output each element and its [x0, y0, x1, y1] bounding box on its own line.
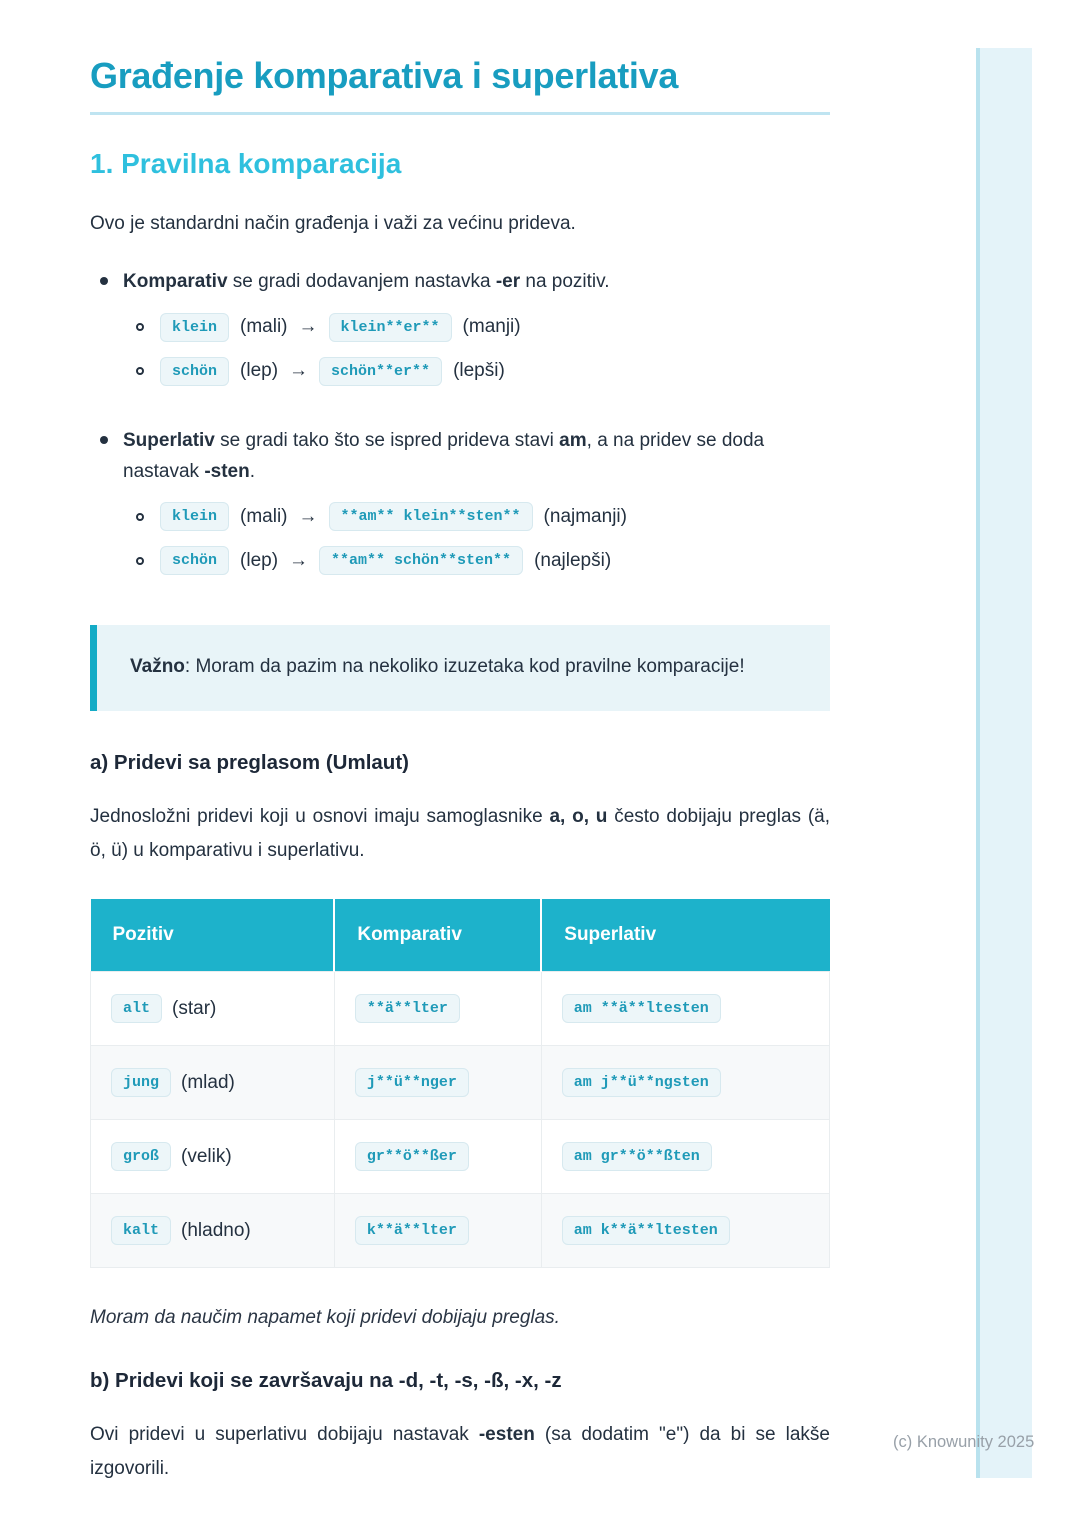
- cell-pozitiv: [91, 1194, 335, 1268]
- example-row-schoen-superlativ: [136, 546, 830, 575]
- gloss-text: (mali): [240, 505, 288, 527]
- gloss-text: (mali): [240, 316, 288, 338]
- section-1-intro: Ovo je standardni način građenja i važi za većinu prideva.: [90, 213, 576, 234]
- cell-superlativ: [541, 1194, 829, 1268]
- example-row-klein-superlativ: [136, 502, 830, 531]
- table-header-row: [91, 899, 830, 972]
- comparison-table: [90, 899, 830, 1268]
- bullet-superlativ-text: [123, 425, 830, 488]
- suffix-sten: -sten: [204, 461, 250, 483]
- text-segment: Jednosložni pridevi koji u osnovi imaju samoglasnike: [90, 805, 550, 827]
- bullet-superlativ-body: [123, 425, 830, 591]
- suffix-esten: -esten: [478, 1424, 535, 1446]
- cell-komparativ: [334, 1046, 541, 1120]
- table-row-alt: [91, 972, 830, 1046]
- example-row-klein-komparativ: [136, 313, 830, 342]
- sub-bullet-circle-icon: [136, 557, 144, 565]
- table-header-komparativ: Komparativ: [334, 899, 541, 972]
- section-a-heading: a) Pridevi sa preglasom (Umlaut): [90, 750, 409, 774]
- code-chip: alt: [111, 994, 162, 1023]
- bullet-dot-icon: [100, 277, 108, 285]
- term-superlativ: Superlativ: [123, 429, 215, 451]
- term-komparativ: Komparativ: [123, 271, 228, 293]
- bullet-komparativ: [90, 266, 830, 400]
- gloss-text: (lep): [240, 360, 279, 382]
- code-chip: jung: [111, 1068, 171, 1097]
- page-footer: (c) Knowunity 2025: [893, 1433, 1035, 1451]
- gloss-text: (mlad): [181, 1071, 235, 1093]
- code-chip: am k**ä**ltesten: [562, 1216, 730, 1245]
- bullet-komparativ-text: [123, 266, 830, 297]
- text-segment: .: [249, 461, 256, 483]
- rules-list: [90, 266, 830, 590]
- gloss-text: (najlepši): [534, 549, 612, 571]
- code-chip: gr**ö**ßer: [355, 1142, 469, 1171]
- cell-pozitiv: [91, 972, 335, 1046]
- document-content: [90, 55, 830, 1486]
- gloss-text: (hladno): [181, 1219, 251, 1241]
- table-row-jung: [91, 1046, 830, 1120]
- code-chip: k**ä**lter: [355, 1216, 469, 1245]
- bullet-superlativ: [90, 425, 830, 591]
- cell-komparativ: [334, 1194, 541, 1268]
- code-chip: groß: [111, 1142, 171, 1171]
- code-chip: am j**ü**ngsten: [562, 1068, 721, 1097]
- gloss-text: (najmanji): [543, 505, 627, 527]
- table-header-pozitiv: Pozitiv: [91, 899, 335, 972]
- section-b-paragraph: [90, 1418, 830, 1486]
- text-segment: Ovi pridevi u superlativu dobijaju nastavak: [90, 1424, 479, 1446]
- text-segment: se gradi dodavanjem nastavka: [227, 271, 496, 293]
- code-chip: j**ü**nger: [355, 1068, 469, 1097]
- code-chip: **ä**lter: [355, 994, 460, 1023]
- arrow-glyph: →: [289, 549, 309, 571]
- gloss-text: (manji): [462, 316, 521, 338]
- text-segment: često dobijaju preglas (ä, ö, ü) u komparativu i superlativu.: [90, 805, 830, 861]
- gloss-text: (velik): [181, 1145, 232, 1167]
- callout-vazno: [90, 625, 830, 710]
- code-chip: am **ä**ltesten: [562, 994, 721, 1023]
- table-row-gross: [91, 1120, 830, 1194]
- section-a-paragraph: [90, 800, 830, 868]
- text-segment: na pozitiv.: [520, 271, 610, 293]
- table-row-kalt: [91, 1194, 830, 1268]
- page-edge-accent-bar: [976, 48, 1032, 1478]
- code-chip: am gr**ö**ßten: [562, 1142, 712, 1171]
- code-chip-result: klein**er**: [329, 313, 452, 342]
- bullet-dot-icon: [100, 436, 108, 444]
- suffix-er: -er: [495, 271, 521, 293]
- title-divider: [90, 112, 830, 115]
- code-chip-base: schön: [160, 357, 229, 386]
- arrow-glyph: →: [298, 316, 318, 338]
- text-segment: , a na pridev se doda nastavak: [123, 429, 765, 483]
- cell-komparativ: [334, 972, 541, 1046]
- code-chip-result: **am** schön**sten**: [319, 546, 523, 575]
- term-am: am: [559, 429, 587, 451]
- cell-superlativ: [541, 972, 829, 1046]
- sub-bullet-circle-icon: [136, 367, 144, 375]
- arrow-glyph: →: [298, 505, 318, 527]
- sub-bullet-circle-icon: [136, 513, 144, 521]
- code-chip: kalt: [111, 1216, 171, 1245]
- text-segment: (sa dodatim "e") da bi se lakše izgovorili.: [90, 1424, 830, 1480]
- arrow-glyph: →: [289, 360, 309, 382]
- cell-pozitiv: [91, 1046, 335, 1120]
- cell-komparativ: [334, 1120, 541, 1194]
- cell-pozitiv: [91, 1120, 335, 1194]
- page-title: Građenje komparativa i superlativa: [90, 55, 679, 96]
- callout-lead: Važno: [130, 656, 185, 678]
- section-b-heading: b) Pridevi koji se završavaju na -d, -t, -s, -ß, -x, -z: [90, 1369, 562, 1393]
- vowels-bold: a, o, u: [549, 805, 608, 827]
- cell-superlativ: [541, 1120, 829, 1194]
- memorize-note: Moram da naučim napamet koji pridevi dobijaju preglas.: [90, 1307, 560, 1329]
- gloss-text: (lepši): [453, 360, 505, 382]
- code-chip-result: schön**er**: [319, 357, 442, 386]
- example-row-schoen-komparativ: [136, 357, 830, 386]
- bullet-komparativ-body: [123, 266, 830, 400]
- code-chip-result: **am** klein**sten**: [329, 502, 533, 531]
- section-1-heading: 1. Pravilna komparacija: [90, 148, 402, 179]
- gloss-text: (lep): [240, 549, 279, 571]
- code-chip-base: klein: [160, 313, 229, 342]
- code-chip-base: klein: [160, 502, 229, 531]
- gloss-text: (star): [172, 997, 217, 1019]
- sub-bullet-circle-icon: [136, 323, 144, 331]
- callout-text: : Moram da pazim na nekoliko izuzetaka kod pravilne komparacije!: [184, 656, 745, 678]
- text-segment: se gradi tako što se ispred prideva stavi: [214, 429, 560, 451]
- code-chip-base: schön: [160, 546, 229, 575]
- table-header-superlativ: Superlativ: [541, 899, 829, 972]
- cell-superlativ: [541, 1046, 829, 1120]
